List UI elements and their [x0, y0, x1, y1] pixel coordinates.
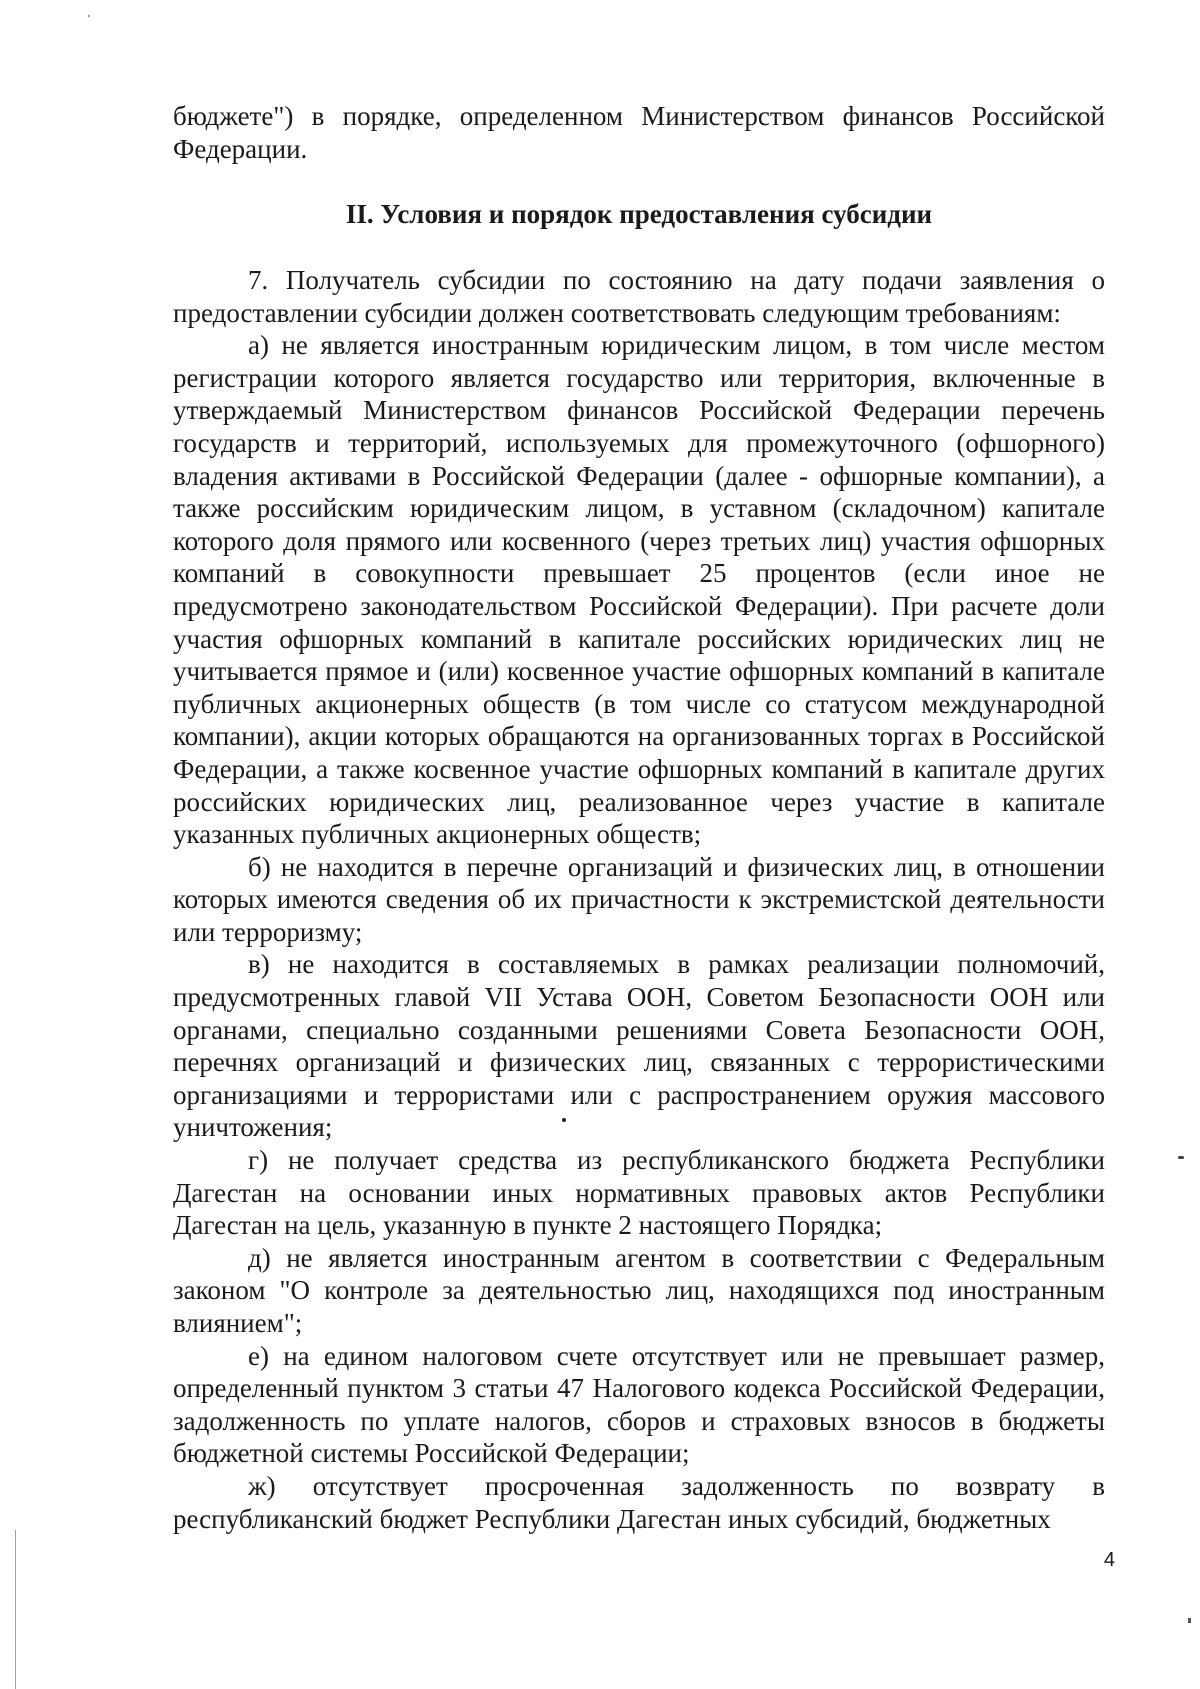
intro-paragraph [173, 100, 1105, 165]
paragraph-g: г) не получает средства из республиканского бюджета Республики Дагестан на основании иных нормативных правовых актов Республики Дагестан на цель, указанную в пункте 2 настоящего Порядка; [173, 1145, 1105, 1241]
scan-speck-top [88, 15, 90, 17]
scan-edge-line [15, 1530, 16, 1689]
document-body [173, 264, 1105, 1535]
paragraph-d: д) не является иностранным агентом в соответствии с Федеральным законом "О контроле за деятельностью лиц, находящихся под иностранным влиянием"; [173, 1242, 1105, 1338]
page-number: 4 [1103, 1549, 1115, 1571]
paragraph-e: е) на едином налоговом счете отсутствует или не превышает размер, определенный пунктом 3 статьи 47 Налогового кодекса Российской Федерации, задолженность по уплате налогов, сборов и страховых взносов в бюджеты бюджетной системы Российской Федерации; [173, 1340, 1105, 1469]
paragraph-zh: ж) отсутствует просроченная задолженность по возврату в республиканский бюджет Республики Дагестан иных субсидий, бюджетных [173, 1470, 1105, 1534]
paragraph-a: а) не является иностранным юридическим лицом, в том числе местом регистрации которого является государство или территория, включенные в утверждаемый Министерством финансов Российской Федерации перечень государств и территорий, используемых для промежуточного (офшорного) владения активами в Российской Федерации (далее - офшорные компании), а также российским юридическим лицом, в уставном (складочном) капитале которого доля прямого или косвенного (через третьих лиц) участия офшорных компаний в совокупности превышает 25 процентов (если иное не предусмотрено законодательством Российской Федерации). При расчете доли участия офшорных компаний в капитале российских юридических лиц не учитывается прямое и (или) косвенное участие офшорных компаний в капитале публичных акционерных обществ (в том числе со статусом международной компании), акции которых обращаются на организованных торгах в Российской Федерации, а также косвенное участие офшорных компаний в капитале других российских юридических лиц, реализованное через участие в капитале указанных публичных акционерных обществ; [173, 330, 1105, 850]
scan-speck-bottom-right [1188, 1618, 1191, 1623]
scan-speck-right [1178, 1156, 1184, 1159]
paragraph-b: б) не находится в перечне организаций и физических лиц, в отношении которых имеются сведения об их причастности к экстремистской деятельности или терроризму; [173, 851, 1105, 947]
section-heading: II. Условия и порядок предоставления субсидии [345, 199, 933, 229]
scan-speck [562, 1118, 566, 1122]
intro-text: бюджете") в порядке, определенном Министерством финансов Российской Федерации. [173, 101, 1105, 164]
paragraph-7: 7. Получатель субсидии по состоянию на дату подачи заявления о предоставлении субсидии должен соответствовать следующим требованиям: [173, 265, 1105, 328]
paragraph-v: в) не находится в составляемых в рамках реализации полномочий, предусмотренных главой VII Устава ООН, Советом Безопасности ООН или органами, специально созданными решениями Совета Безопасности ООН, перечнях организаций и физических лиц, связанных с террористическими организациями и террористами или с распространением оружия массового уничтожения; [173, 949, 1105, 1143]
